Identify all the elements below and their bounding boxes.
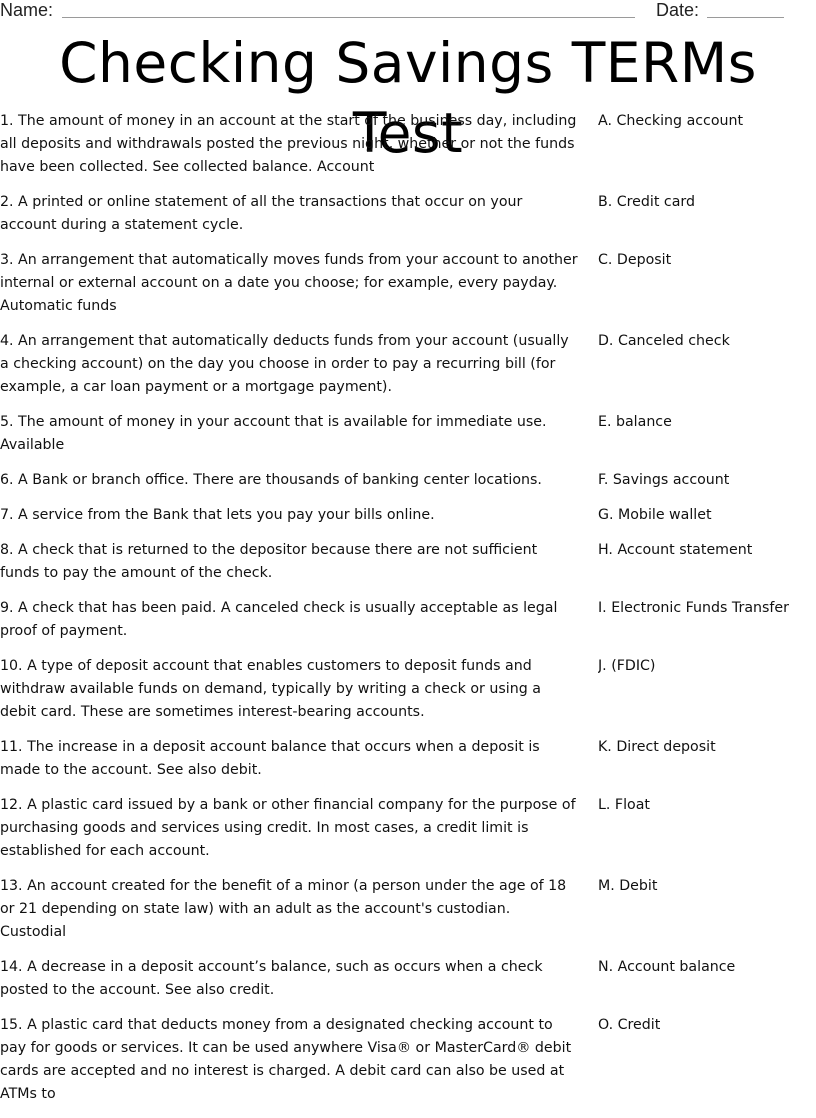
answer-option: D. Canceled check — [598, 333, 730, 349]
answer-option: G. Mobile wallet — [598, 507, 712, 523]
question-row — [0, 794, 816, 863]
clue-text: 12. A plastic card issued by a bank or other financial company for the purpose of purchasing goods and services using credit. In most cases, a credit limit is established for each account. — [0, 797, 576, 859]
question-row — [0, 110, 816, 179]
clue-text: 15. A plastic card that deducts money from a designated checking account to pay for goods or services. It can be used anywhere Visa® or MasterCard® debit cards are accepted and no interest is charged. A debit card can also be used at ATMs to — [0, 1017, 572, 1102]
answer-option: B. Credit card — [598, 194, 696, 210]
clue-text: 6. A Bank or branch office. There are thousands of banking center locations. — [0, 472, 542, 488]
name-blank-line[interactable] — [62, 17, 635, 18]
question-row — [0, 504, 816, 527]
answer-option: I. Electronic Funds Transfer — [598, 600, 789, 616]
answer-option: O. Credit — [598, 1017, 661, 1033]
answer-option: C. Deposit — [598, 252, 672, 268]
answer-option: L. Float — [598, 797, 650, 813]
answer-option: K. Direct deposit — [598, 739, 716, 755]
question-row — [0, 875, 816, 944]
answer-option: F. Savings account — [598, 472, 730, 488]
answer-option: H. Account statement — [598, 542, 753, 558]
answer-option: N. Account balance — [598, 959, 736, 975]
clue-text: 5. The amount of money in your account that is available for immediate use. Available — [0, 414, 547, 453]
answer-option: E. balance — [598, 414, 672, 430]
clue-text: 9. A check that has been paid. A canceled check is usually acceptable as legal proof of payment. — [0, 600, 558, 639]
clue-text: 7. A service from the Bank that lets you pay your bills online. — [0, 507, 435, 523]
question-row — [0, 1014, 816, 1106]
name-date-header — [0, 0, 816, 24]
question-row — [0, 736, 816, 782]
page-title: Checking Savings TERMs Test — [59, 31, 757, 165]
clue-text: 10. A type of deposit account that enables customers to deposit funds and withdraw available funds on demand, typically by writing a check or using a debit card. These are sometimes interest-bearing accounts. — [0, 658, 541, 720]
clue-text: 14. A decrease in a deposit account’s balance, such as occurs when a check posted to the account. See also credit. — [0, 959, 543, 998]
question-list — [0, 110, 816, 1118]
question-row — [0, 956, 816, 1002]
answer-option: M. Debit — [598, 878, 658, 894]
clue-text: 13. An account created for the benefit of a minor (a person under the age of 18 or 21 depending on state law) with an adult as the account's custodian. Custodial — [0, 878, 567, 940]
clue-text: 11. The increase in a deposit account balance that occurs when a deposit is made to the account. See also debit. — [0, 739, 540, 778]
clue-text: 2. A printed or online statement of all the transactions that occur on your account during a statement cycle. — [0, 194, 523, 233]
name-label: Name: — [0, 0, 54, 20]
question-row — [0, 411, 816, 457]
clue-text: 4. An arrangement that automatically deducts funds from your account (usually a checking account) on the day you choose in order to pay a recurring bill (for example, a car loan payment or a mortgage payment). — [0, 333, 569, 395]
question-row — [0, 597, 816, 643]
question-row — [0, 191, 816, 237]
question-row — [0, 469, 816, 492]
clue-text: 8. A check that is returned to the depositor because there are not sufficient funds to pay the amount of the check. — [0, 542, 538, 581]
clue-text: 3. An arrangement that automatically moves funds from your account to another internal or external account on a date you choose; for example, every payday. Automatic funds — [0, 252, 578, 314]
question-row — [0, 539, 816, 585]
clue-text: 1. The amount of money in an account at the start of the business day, including all deposits and withdrawals posted the previous night, whether or not the funds have been collected. See collected balance. Account — [0, 113, 577, 175]
answer-option: J. (FDIC) — [598, 658, 656, 674]
date-blank-line[interactable] — [707, 17, 784, 18]
question-row — [0, 330, 816, 399]
question-row — [0, 249, 816, 318]
question-row — [0, 655, 816, 724]
answer-option: A. Checking account — [598, 113, 744, 129]
date-label: Date: — [656, 0, 700, 20]
